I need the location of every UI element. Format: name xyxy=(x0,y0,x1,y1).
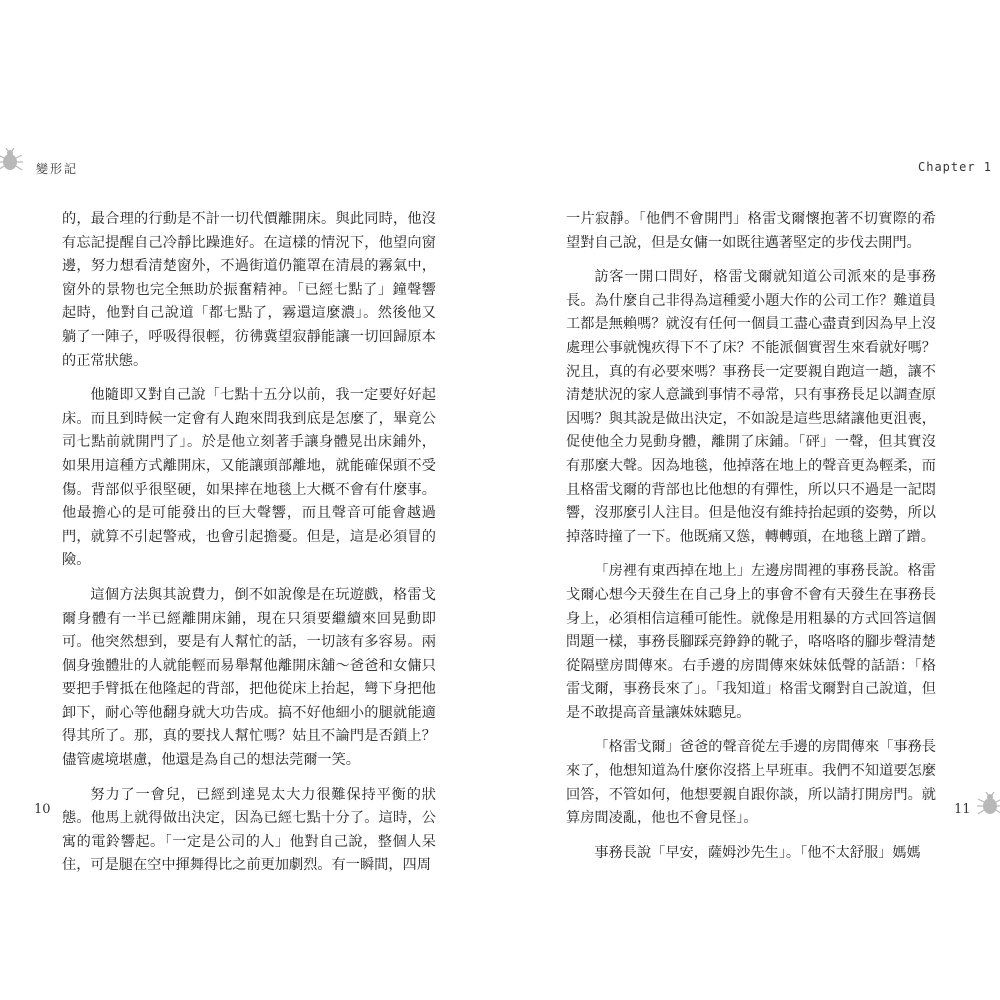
paragraph: 事務長說「早安，薩姆沙先生」。「他不太舒服」媽媽 xyxy=(594,844,921,861)
left-text-block xyxy=(62,208,436,889)
paragraph: 訪客一開口問好，格雷戈爾就知道公司派來的是事務長。為什麼自己非得為這種愛小題大作的公司工作？難道員工都是無賴嗎？就沒有任何一個員工盡心盡責到因為早上沒處理公事就愧疚得下不了床？不能派個實習生來看就好嗎？況且，真的有必要來嗎？事務長一定要親自跑這一趟，讓不清楚狀況的家人意識到事情不尋常，只有事務長足以調查原因嗎？與其說是做出決定，不如說是這些思緒讓他更沮喪，促使他全力晃動身體，離開了床鋪。「砰」一聲，但其實沒有那麼大聲。因為地毯，他掉落在地上的聲音更為輕柔，而且格雷戈爾的背部也比他想的有彈性，所以只不過是一記悶響，沒那麼引人注目。但是他沒有維持抬起頭的姿勢，所以掉落時撞了一下。他既痛又慫，轉轉頭，在地毯上蹭了蹭。 xyxy=(566,269,936,545)
paragraph: 他隨即又對自己說「七點十五分以前，我一定要好好起床。而且到時候一定會有人跑來問我到底是怎麼了，畢竟公司七點前就開門了」。於是他立刻著手讓身體晃出床鋪外，如果用這種方式離開床，又能讓頭部離地，就能確保頭不受傷。背部似乎很堅硬，如果摔在地毯上大概不會有什麼事。他最擔心的是可能發出的巨大聲響，而且聲音可能會越過門，就算不引起警戒，也會引起擔憂。但是，這是必須冒的險。 xyxy=(62,387,436,569)
running-head-title: 變形記 xyxy=(36,162,79,176)
paragraph: 「房裡有東西掉在地上」左邊房間裡的事務長說。格雷戈爾心想今天發生在自己身上的事會不會有天發生在事務長身上，必須相信這種可能性。就像是用粗暴的方式回答這個問題一樣，事務長腳踩亮錚錚的靴子，咯咯咯的腳步聲清楚從隔壁房間傳來。右手邊的房間傳來妹妹低聲的話語：「格雷戈爾，事務長來了」。「我知道」格雷戈爾對自己說道，但是不敢提高音量讓妹妹聽見。 xyxy=(566,563,936,721)
beetle-icon xyxy=(976,792,1000,816)
right-page xyxy=(500,0,1000,1000)
right-text-block xyxy=(566,208,936,876)
paragraph: 「格雷戈爾」爸爸的聲音從左手邊的房間傳來「事務長來了，他想知道為什麼你沒搭上早班車。我們不知道要怎麼回答，不管如何，他想要親自跟你談，所以請打開房門。就算房間凌亂，他也不會見怪」。 xyxy=(566,739,936,827)
running-head-chapter: Chapter 1 xyxy=(918,160,993,174)
beetle-icon xyxy=(0,148,24,172)
paragraph: 努力了一會兒，已經到達晃太大力很難保持平衡的狀態。他馬上就得做出決定，因為已經七點十分了。這時，公寓的電鈴響起。「一定是公司的人」他對自己說，整個人呆住，可是腿在空中揮舞得比之前更加劇烈。有一瞬間，四周 xyxy=(62,786,436,874)
paragraph: 這個方法與其說費力，倒不如說像是在玩遊戲，格雷戈爾身體有一半已經離開床鋪，現在只須要繼續來回晃動即可。他突然想到，要是有人幫忙的話，一切該有多容易。兩個身強體壯的人就能輕而易舉幫他離開床舖～爸爸和女傭只要把手臂抵在他隆起的背部，把他從床上抬起，彎下身把他卸下，耐心等他翻身就大功告成。搞不好他細小的腿就能適得其所了。那，真的要找人幫忙嗎？姑且不論門是否鎖上？儘管處境堪慮，他還是為自己的想法莞爾一笑。 xyxy=(62,586,436,769)
page-number: 10 xyxy=(34,802,51,817)
paragraph: 的，最合理的行動是不計一切代價離開床。與此同時，他沒有忘記提醒自己冷靜比躁進好。在這樣的情況下，他望向窗邊，努力想看清楚窗外，不過街道仍籠罩在清晨的霧氣中，窗外的景物也完全無助於振奮精神。「已經七點了」鐘聲響起時，他對自己說道「都七點了，霧還這麼濃」。然後他又躺了一陣子，呼吸得很輕，彷彿冀望寂靜能讓一切回歸原本的正常狀態。 xyxy=(62,211,436,369)
page-number: 11 xyxy=(954,802,971,817)
paragraph: 一片寂靜。「他們不會開門」格雷戈爾懷抱著不切實際的希望對自己說，但是女傭一如既往邁著堅定的步伐去開門。 xyxy=(566,211,936,251)
